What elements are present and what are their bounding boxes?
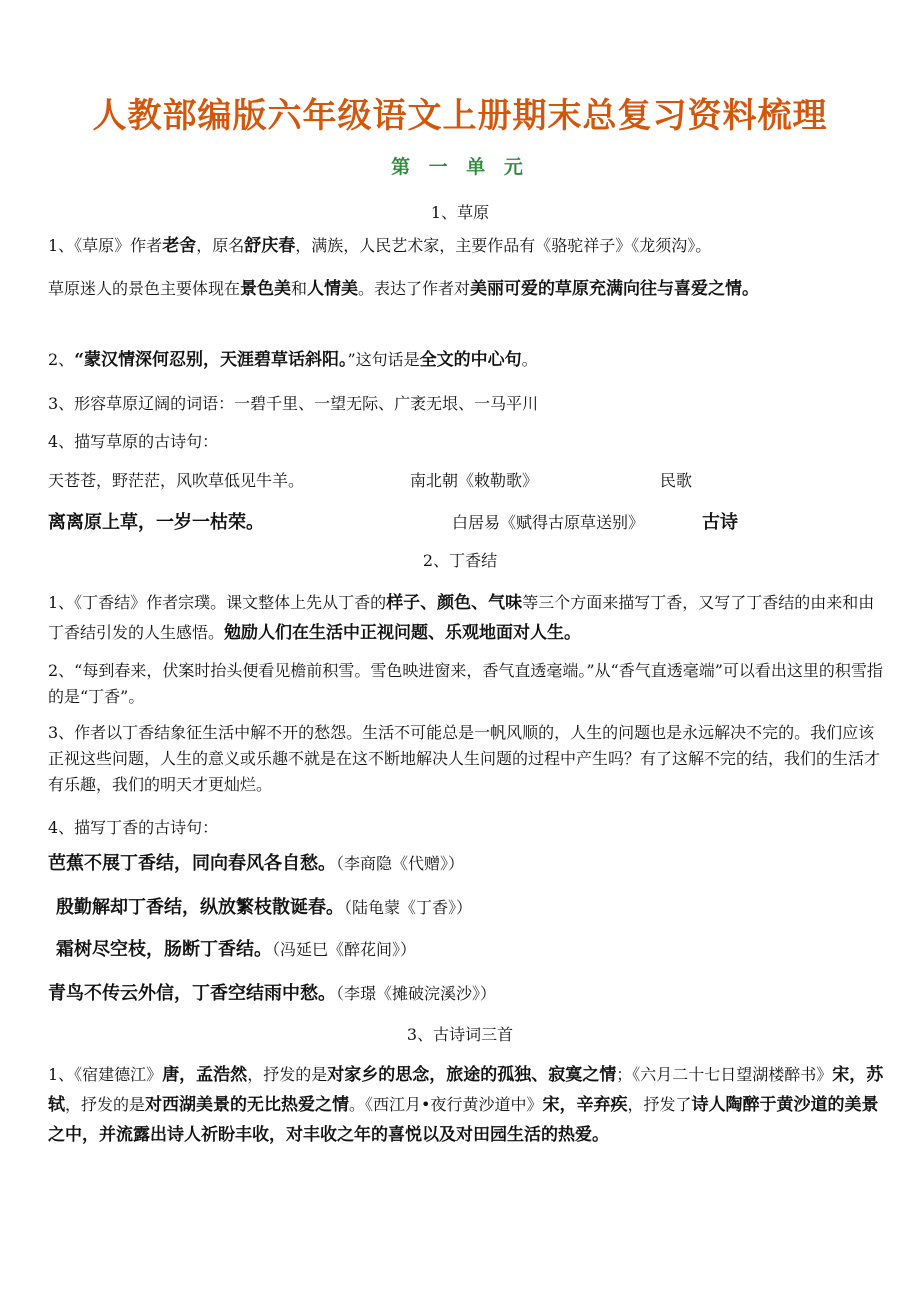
section-title-dingxiangjie: 2、丁香结 xyxy=(422,551,498,570)
poem-line: 青鸟不传云外信，丁香空结雨中愁。（李璟《摊破浣溪沙》） xyxy=(48,983,497,1004)
poem-row xyxy=(48,468,884,496)
section-title-gushici: 3、古诗词三首 xyxy=(406,1025,514,1044)
paragraph: 2、“每到春来，伏案时抬头便看见檐前积雪。雪色映进窗来，香气直透毫端。”从“香气直透毫端”可以看出这里的积雪指的是“丁香”。 xyxy=(48,661,883,706)
paragraph: 2、“蒙汉情深何忍别，天涯碧草话斜阳。”这句话是全文的中心句。 xyxy=(48,350,538,370)
paragraph: 1、《草原》作者老舍，原名舒庆春，满族，人民艺术家，主要作品有《骆驼祥子》《龙须沟》。 xyxy=(48,236,712,256)
poem-row xyxy=(48,508,884,536)
poem-source: 白居易《赋得古原草送别》 xyxy=(452,513,645,532)
poem-type: 民歌 xyxy=(660,471,693,490)
poem-line: 芭蕉不展丁香结，同向春风各自愁。（李商隐《代赠》） xyxy=(48,853,465,874)
section-title-caoyuan: 1、草原 xyxy=(430,203,490,222)
paragraph: 1、《丁香结》作者宗璞。课文整体上先从丁香的样子、颜色、气味等三个方面来描写丁香，又写了丁香结的由来和由丁香结引发的人生感悟。勉励人们在生活中正视问题、乐观地面对人生。 xyxy=(48,593,875,643)
paragraph: 1、《宿建德江》唐，孟浩然，抒发的是对家乡的思念，旅途的孤独、寂寞之情；《六月二十七日望湖楼醉书》宋，苏轼，抒发的是对西湖美景的无比热爱之情。《西江月•夜行黄沙道中》宋，辛弃疾，抒发了诗人陶醉于黄沙道的美景之中，并流露出诗人祈盼丰收，对丰收之年的喜悦以及对田园生活的热爱。 xyxy=(48,1065,884,1145)
poem-line: 殷勤解却丁香结，纵放繁枝散诞春。（陆龟蒙《丁香》） xyxy=(56,897,473,918)
poem-source: 南北朝《敕勒歌》 xyxy=(410,471,539,490)
paragraph: 3、形容草原辽阔的词语：一碧千里、一望无际、广袤无垠、一马平川 xyxy=(48,394,539,413)
unit-heading: 第 一 单 元 xyxy=(391,156,529,178)
paragraph: 4、描写草原的古诗句： xyxy=(48,432,219,451)
paragraph: 4、描写丁香的古诗句： xyxy=(48,818,219,837)
poem-line: 离离原上草，一岁一枯荣。 xyxy=(48,512,264,533)
paragraph: 草原迷人的景色主要体现在景色美和人情美。表达了作者对美丽可爱的草原充满向往与喜爱之情。 xyxy=(48,279,760,299)
poem-line: 霜树尽空枝，肠断丁香结。（冯延巳《醉花间》） xyxy=(56,939,417,960)
poem-type: 古诗 xyxy=(702,512,738,533)
poem-line: 天苍苍，野茫茫，风吹草低见牛羊。 xyxy=(48,471,305,490)
paragraph: 3、作者以丁香结象征生活中解不开的愁怨。生活不可能总是一帆风顺的，人生的问题也是永远解决不完的。我们应该正视这些问题，人生的意义或乐趣不就是在这不断地解决人生问题的过程中产生吗？有了这解不完的结，我们的生活才有乐趣，我们的明天才更灿烂。 xyxy=(48,723,881,794)
document-title: 人教部编版六年级语文上册期末总复习资料梳理 xyxy=(92,96,828,136)
